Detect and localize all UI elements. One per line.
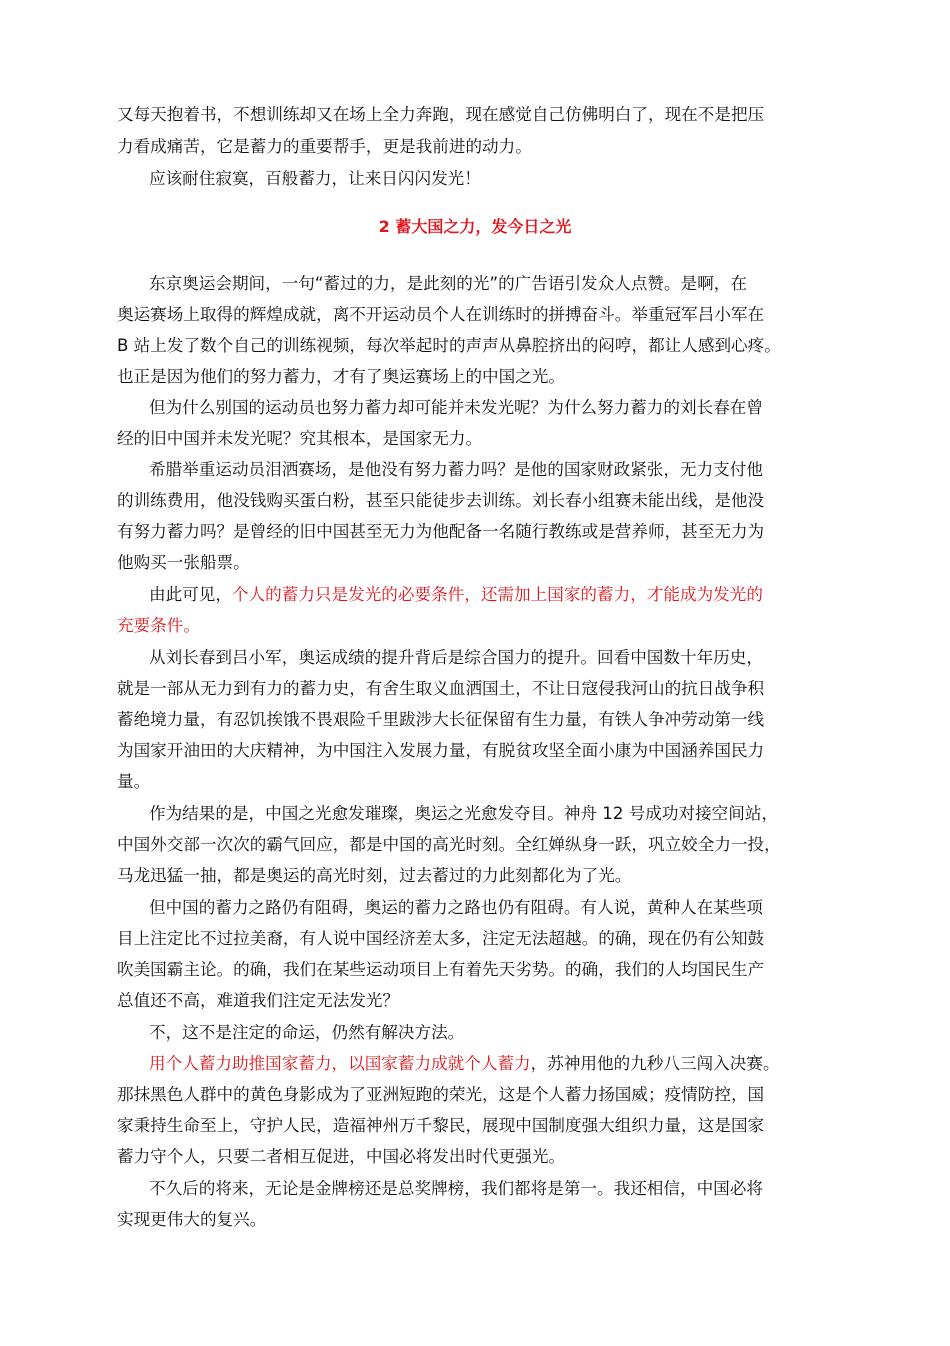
body-text-line: 但为什么别国的运动员也努力蓄力却可能并未发光呢？为什么努力蓄力的刘长春在曾: [149, 398, 763, 417]
body-text-line: 就是一部从无力到有力的蓄力史，有舍生取义血洒国土，不让日寇侵我河山的抗日战争积: [117, 679, 765, 698]
body-text-line: 他购买一张船票。: [117, 553, 250, 572]
body-text-line: 不，这不是注定的命运，仍然有解决方法。: [149, 1023, 465, 1042]
body-text-line: 有努力蓄力吗？是曾经的旧中国甚至无力为他配备一名随行教练或是营养师，甚至无力为: [117, 522, 765, 541]
body-text-line: 总值还不高，难道我们注定无法发光？: [117, 991, 400, 1010]
body-text-line: 不久后的将来，无论是金牌榜还是总奖牌榜，我们都将是第一。我还相信，中国必将: [149, 1179, 763, 1198]
body-text-line: 但中国的蓄力之路仍有阻碍，奥运的蓄力之路也仍有阻碍。有人说，黄种人在某些项: [149, 898, 763, 917]
plain-text: ，苏神用他的九秒八三闯入决赛。: [530, 1054, 780, 1073]
body-text-line: 希腊举重运动员泪洒赛场，是他没有努力蓄力吗？是他的国家财政紧张，无力支付他: [149, 460, 763, 479]
highlighted-text: 用个人蓄力助推国家蓄力，以国家蓄力成就个人蓄力: [149, 1054, 531, 1073]
body-text-line: B 站上发了数个自己的训练视频，每次举起时的声声从鼻腔挤出的闷哼，都让人感到心疼。: [117, 336, 781, 355]
body-text-line: 马龙迅猛一抽，都是奥运的高光时刻，过去蓄过的力此刻都化为了光。: [117, 866, 632, 885]
body-text-line: 量。: [117, 772, 151, 791]
plain-text: 由此可见，: [149, 585, 232, 604]
body-text-line: 经的旧中国并未发光呢？究其根本，是国家无力。: [117, 429, 483, 448]
body-text-line: 蓄力守个人，只要二者相互促进，中国必将发出时代更强光。: [117, 1147, 566, 1166]
body-text-line: 应该耐住寂寞，百般蓄力，让来日闪闪发光！: [149, 169, 481, 188]
body-text-line: 又每天抱着书，不想训练却又在场上全力奔跑，现在感觉自己仿佛明白了，现在不是把压: [117, 105, 765, 124]
body-text-line: 蓄绝境力量，有忍饥挨饿不畏艰险千里跋涉大长征保留有生力量，有铁人争冲劳动第一线: [117, 710, 765, 729]
body-text-line: 那抹黑色人群中的黄色身影成为了亚洲短跑的荣光，这是个人蓄力扬国威；疫情防控，国: [117, 1085, 765, 1104]
highlighted-text: 个人的蓄力只是发光的必要条件，还需加上国家的蓄力，才能成为发光的: [231, 585, 763, 604]
body-text-line: 从刘长春到吕小军，奥运成绩的提升背后是综合国力的提升。回看中国数十年历史，: [149, 648, 763, 667]
highlighted-text-line: 充要条件。: [117, 616, 200, 635]
body-text-line: 东京奥运会期间，一句“蓄过的力，是此刻的光”的广告语引发众人点赞。是啊，在: [149, 274, 747, 293]
body-text-line: 实现更伟大的复兴。: [117, 1210, 267, 1229]
body-text-line: [149, 585, 763, 605]
section-title: 2 蓄大国之力，发今日之光: [378, 217, 572, 236]
body-text-line: 吹美国霸主论。的确，我们在某些运动项目上有着先天劣势。的确，我们的人均国民生产: [117, 960, 765, 979]
body-text-line: 中国外交部一次次的霸气回应，都是中国的高光时刻。全红婵纵身一跃，巩立姣全力一投，: [117, 835, 781, 854]
body-text-line: [149, 1054, 780, 1074]
body-text-line: 奥运赛场上取得的辉煌成就，离不开运动员个人在训练时的拼搏奋斗。举重冠军吕小军在: [117, 305, 765, 324]
body-text-line: 目上注定比不过拉美裔，有人说中国经济差太多，注定无法超越。的确，现在仍有公知鼓: [117, 929, 765, 948]
body-text-line: 也正是因为他们的努力蓄力，才有了奥运赛场上的中国之光。: [117, 367, 566, 386]
body-text-line: 作为结果的是，中国之光愈发璀璨，奥运之光愈发夺目。神舟 12 号成功对接空间站，: [149, 804, 779, 823]
body-text-line: 家秉持生命至上，守护人民，造福神州万千黎民，展现中国制度强大组织力量，这是国家: [117, 1116, 765, 1135]
body-text-line: 的训练费用，他没钱购买蛋白粉，甚至只能徒步去训练。刘长春小组赛未能出线，是他没: [117, 491, 765, 510]
body-text-line: 力看成痛苦，它是蓄力的重要帮手，更是我前进的动力。: [117, 137, 532, 156]
body-text-line: 为国家开油田的大庆精神，为中国注入发展力量，有脱贫攻坚全面小康为中国涵养国民力: [117, 741, 765, 760]
